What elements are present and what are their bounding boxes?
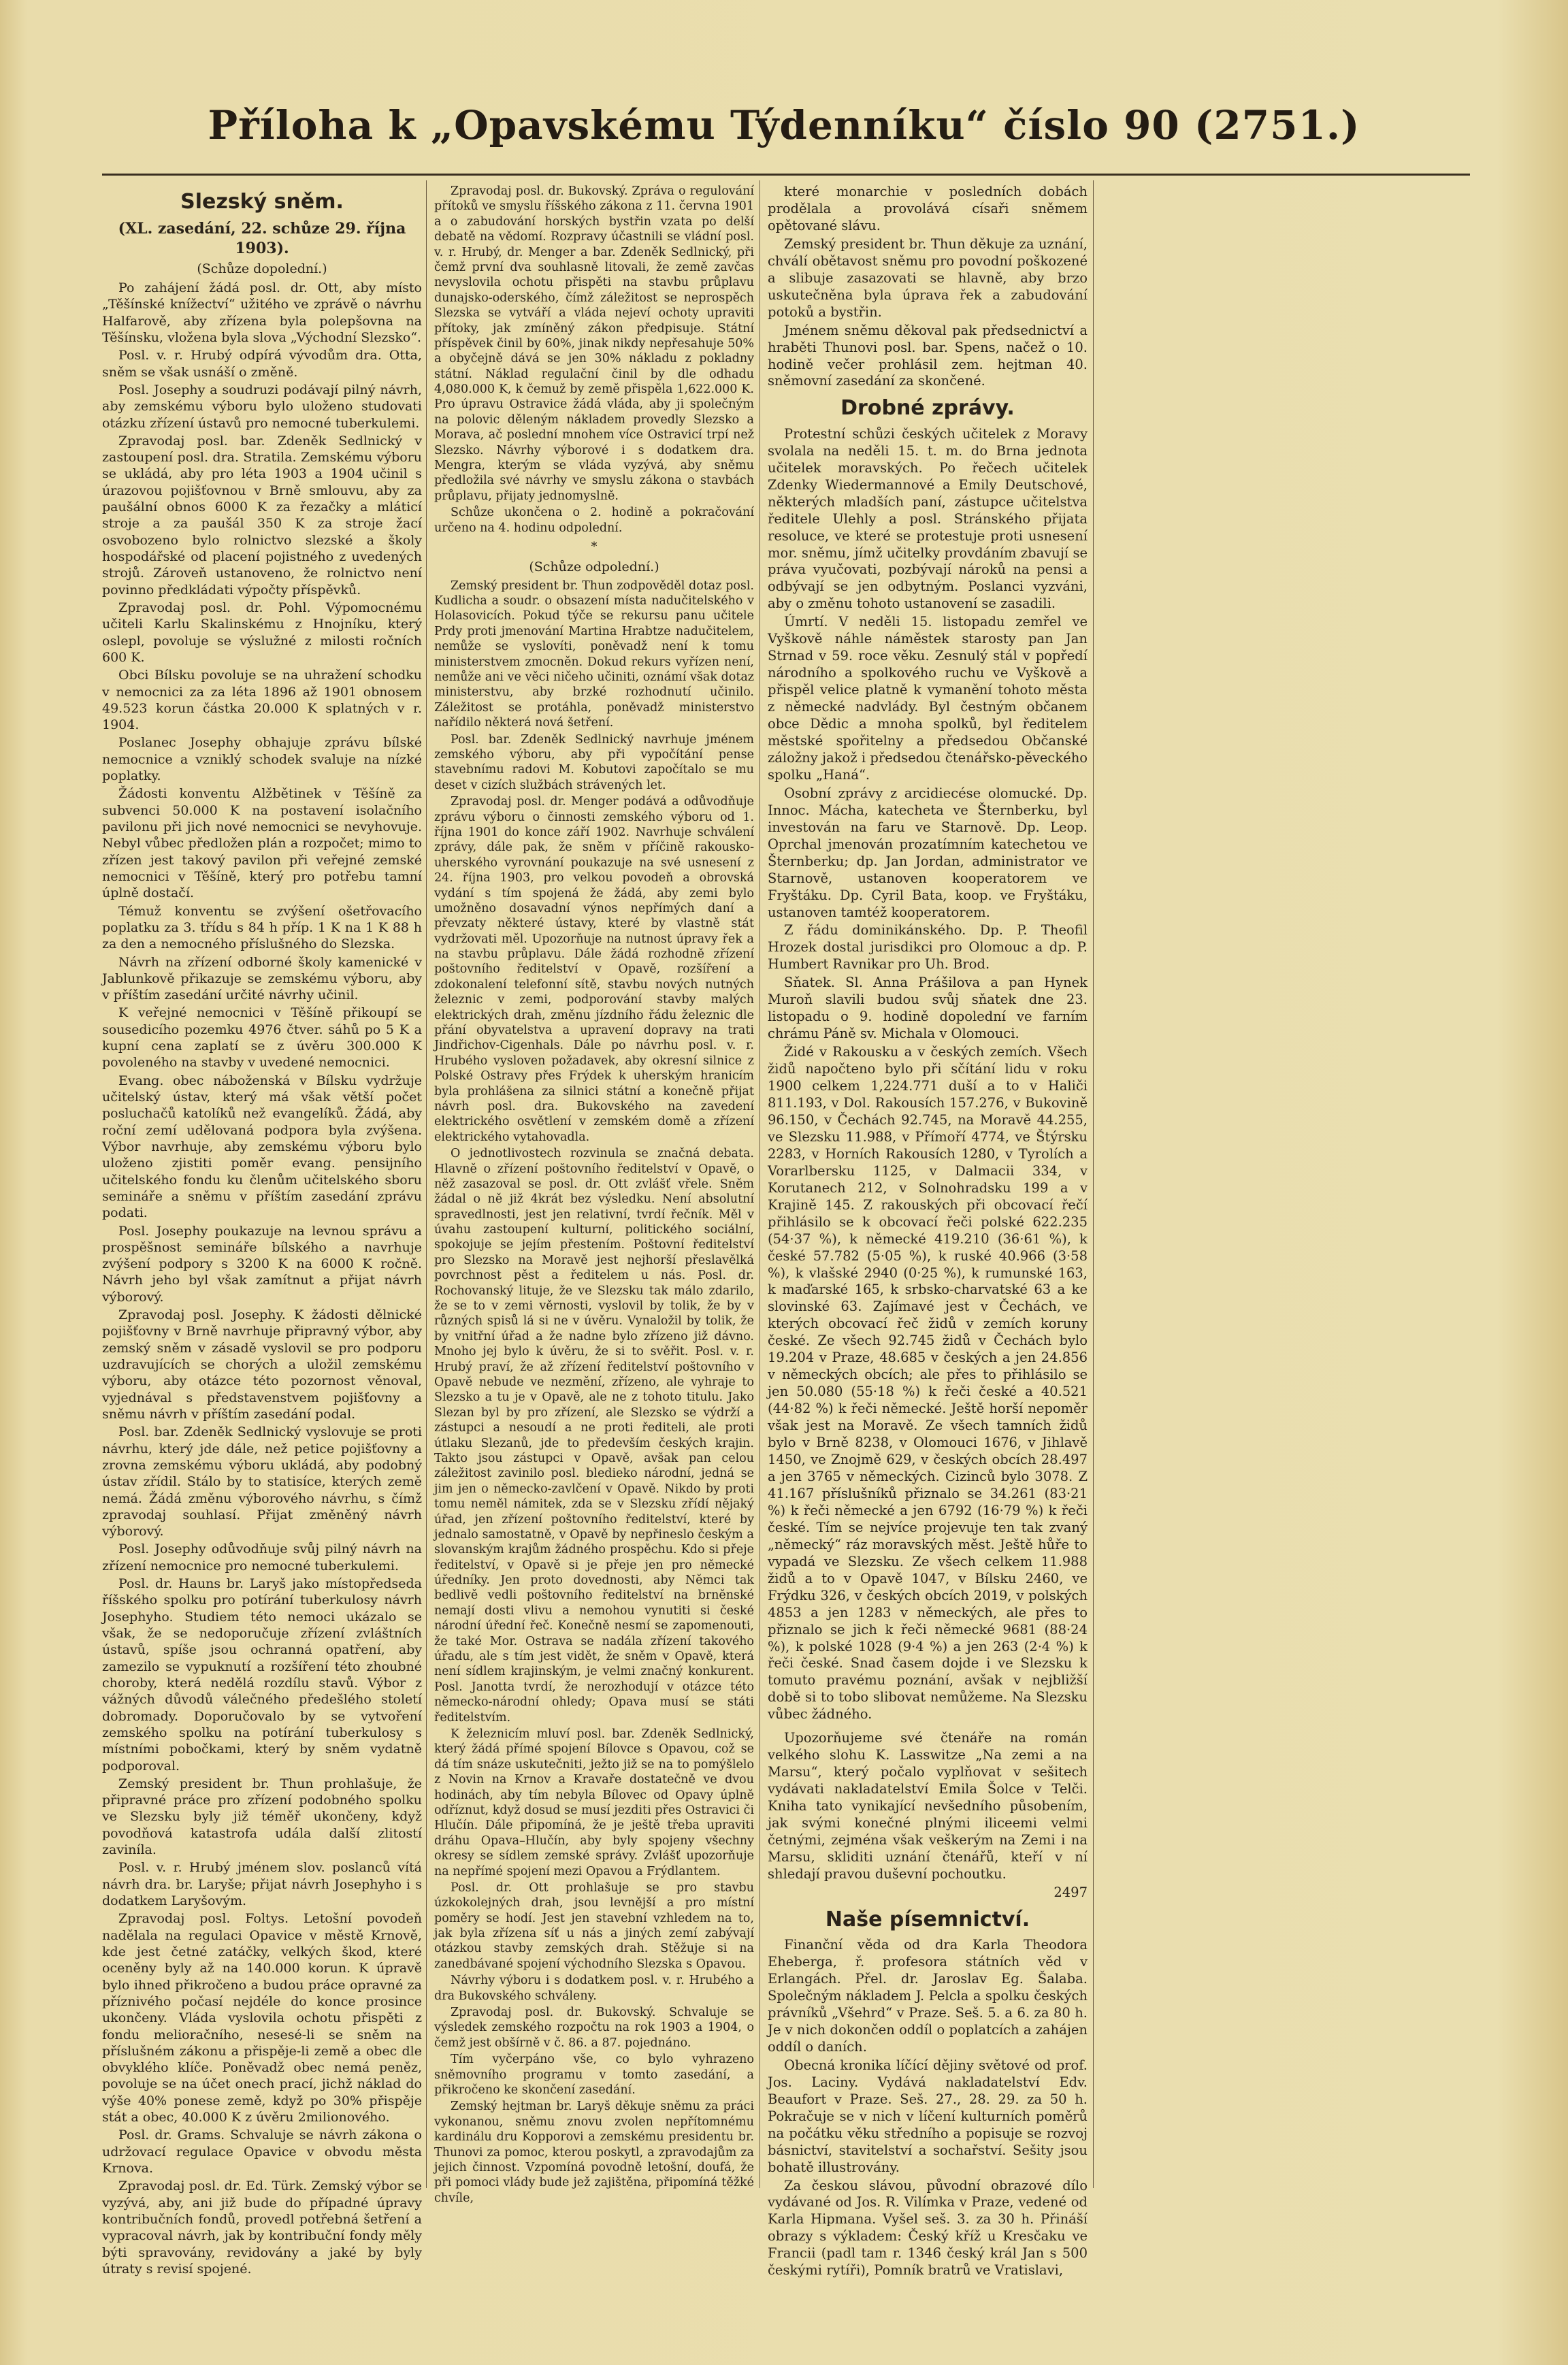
article-body [768,184,1088,390]
paragraph: Posl. bar. Zdeněk Sedlnický navrhuje jménem zemského výboru, aby při vypočítání pense stavebnímu radovi M. Kobutovi započítalo se mu deset v cizích službách strávených let. [434,732,754,792]
paragraph: Jménem sněmu děkoval pak předsednictví a hraběti Thunovi posl. bar. Spens, načež o 10. hodině večer prohlásil zem. hejtman 40. sněmovní zasedání za skončené. [768,322,1088,389]
paragraph: Zpravodaj posl. dr. Bukovský. Zpráva o regulování přítoků ve smyslu říšského zákona z 11. června 1901 a o zabudování horských bystřin vzata po delší debatě na vědomí. Rozpravy účastnili se vládní posl. v. r. Hrubý, dr. Menger a bar. Zdeněk Sedlnický, při čemž první dva souhlasně litovali, že země zavčas nevyslovila ochotu přispěti na stavbu průplavu dunajsko-oderského, čímž záležitost se neprospěch Slezska se vytváří a vláda nejeví ochoty upraviti přítoky, jak zmíněný zákon předpisuje. Státní příspěvek činil by 60%, jinak nikdy nepřesahuje 50% a obyčejně dává se jen 30% nákladu z pokladny státní. Náklad regulační činil by dle odhadu 4,080.000 K, k čemuž by země přispěla 1,622.000 K. Pro úpravu Ostravice žádá vláda, aby ji společným na polovic děleným nákladem provedly Slezsko a Morava, ač poslední mnohem více Ostravicí trpí než Slezsko. Návrhy výborové i s dodatkem dra. Mengra, kterým se vláda vyzývá, aby sněmu předložila své návrhy ve smyslu zákona o stavbách průplavu, přijaty jednomyslně. [434,184,754,503]
paragraph: Posl. dr. Grams. Schvaluje se návrh zákona o udržovací regulace Opavice v obvodu města Krnova. [102,2127,422,2176]
section-heading: Slezský sněm. [180,190,344,214]
paragraph: K železnicím mluví posl. bar. Zdeněk Sedlnický, který žádá přímé spojení Bílovce s Opavou, což se dá tím snáze uskutečniti, ježto již se na to pomýšlelo z Novin na Krnov a Kravaře dostatečně ve dvou hodinách, aby tím nebyla Bílovec od Opavy úplně odříznut, když dosud se musí jezditi přes Ostravici či Hlučín. Dále připomíná, že je ještě třeba upraviti dráhu Opava–Hlučín, aby byly spojeny všechny okresy se sídlem zemské správy. Zvlášť upozorňuje na nepřímé spojení mezi Opavou a Frýdlantem. [434,1727,754,1878]
article-body [768,1937,1088,2279]
paragraph: Zemský president br. Thun zodpověděl dotaz posl. Kudlicha a soudr. o obsazení místa nadučitelského v Holasovicích. Pokud týče se rekursu panu učitele Prdy proti jmenování Martina Hrabtze nadučitelem, nemůže se vyslovíti, poněvadž není k tomu ministerstvem zmocněn. Dokud rekurs vyřízen není, nemůže ani ve věci ničeho učiniti, oznámí však dotaz ministerstvu, aby brzké rozhodnutí učinilo. Záležitost se protáhla, poněvadž ministerstvo nařídilo některá nová šetření. [434,578,754,730]
paragraph: Zpravodaj posl. dr. Bukovský. Schvaluje se výsledek zemského rozpočtu na rok 1903 a 1904, o čemž jest obšírně v č. 86. a 87. pojednáno. [434,2006,754,2050]
article-body [434,578,754,2206]
paragraph: Posl. Josephy poukazuje na levnou správu a prospěšnost semináře bílského a navrhuje zvýšení podpory s 3200 K na 6000 K ročně. Návrh jeho byl však zamítnut a přijat návrh výborový. [102,1223,422,1305]
paragraph: Obecná kronika líčící dějiny světové od prof. Jos. Laciny. Vydává nakladatelství Edv. Beaufort v Praze. Seš. 27., 28. 29. za 50 h. Pokračuje se v nich v líčení kulturních poměrů na počátku věku středního a popisuje se rozvoj básnictví, stavitelství a sochařství. Sešity jsou bohatě illustrovány. [768,2057,1088,2175]
notice-paragraph: Upozorňujeme své čtenáře na román velkého slohu K. Lasswitze „Na zemi a na Marsu“, který počalo vyplňovat v sešitech vydávati nakladatelství Emila Šolce v Telči. Kniha tato vynikající nevšedního působením, jak svými konečné plnými iliceemi velmi četnými, zejména však veškerým na Zemi i na Marsu, skliditi uznání čtenářů, kteří v ní shledají pravou duševní pochoutku. [768,1730,1088,1882]
paragraph: Finanční věda od dra Karla Theodora Eheberga, ř. profesora státních věd v Erlangách. Přel. dr. Jaroslav Eg. Šalaba. Společným nákladem J. Pelcla a spolku českých právníků „Všehrd“ v Praze. Seš. 5. a 6. za 80 h. Je v nich dokončen oddíl o poplatcích a zahájen oddíl o daních. [768,1937,1088,2055]
section-subheading: (XL. zasedání, 22. schůze 29. října 1903). [118,220,406,257]
notice-number: 2497 [1054,1884,1088,1900]
column-3 [768,184,1088,2281]
paragraph: Schůze ukončena o 2. hodině a pokračování určeno na 4. hodinu odpolední. [434,506,754,535]
paragraph: Návrhy výboru i s dodatkem posl. v. r. Hrubého a dra Bukovského schváleny. [434,1974,754,2003]
article-body [102,280,422,2277]
article-body [434,184,754,536]
paragraph: Zpravodaj posl. dr. Menger podává a odůvodňuje zprávu výboru o činnosti zemského výboru od 1. října 1901 do konce září 1902. Navrhuje schválení zprávy, dále pak, že sněm v příčině rakousko-uherského vyrovnání poukazuje na své usnesení z 24. října 1903, pro velkou povodeň a obrovská vydání s tím spojená že žádá, aby zemi bylo umožněno dosavadní výnos nepřímých daní a převzaty některé ústavy, které by vlastně stát vydržovati měl. Upozorňuje na nutnost úpravy řek a na stavbu průplavu. Dále žádá rozhodně zřízení poštovního ředitelství v Opavě, rozšíření a zdokonalení telefonní sítě, stavbu nových nutných železnic v zemi, podporování stavby malých elektrických drah, změnu jízdního řádu železnic dle přání obyvatelstva a upravení dopravy na trati Jindřichov-Cigenhals. Dále po návrhu posl. v. r. Hrubého vysloven požadavek, aby okresní silnice z Polské Ostravy přes Frýdek k uherským hranicím byla prohlášena za silnici státní a konečně přijat návrh posl. dra. Bukovského na zavedení elektrického osvětlení v zemském domě a zřízení elektrického vytahovadla. [434,795,754,1144]
paragraph: Poslanec Josephy obhajuje zprávu bílské nemocnice a vzniklý schodek svaluje na nízké poplatky. [102,735,422,784]
column-2 [434,184,754,2207]
paragraph: Obci Bílsku povoluje se na uhražení schodku v nemocnici za za léta 1896 až 1901 obnosem 49.523 korun částka 20.000 K splatných v r. 1904. [102,668,422,733]
section-heading: Naše písemnictví. [825,1907,1030,1931]
paragraph: Za českou slávou, původní obrazové dílo vydávané od Jos. R. Vilímka v Praze, vedené od Karla Hipmana. Vyšel seš. 3. za 30 h. Přináší obrazy s výkladem: Český kříž u Kresčaku ve Francii (padl tam r. 1346 český král Jan s 500 českými rytíři), Pomník bratrů ve Vratislavi, [768,2177,1088,2279]
paragraph: Témuž konventu se zvýšení ošetřovacího poplatku za 3. třídu s 84 h příp. 1 K na 1 K 88 h za den a nemocného příslušného do Slezska. [102,903,422,952]
separator-star: * [591,540,598,554]
section-heading: Drobné zprávy. [840,396,1015,421]
paragraph: Posl. bar. Zdeněk Sedlnický vyslovuje se proti návrhu, který jde dále, než petice pojišťovny a zrovna zemskému výboru ukládá, aby podobný ústav zřídil. Stálo by to statisíce, kterých země nemá. Žádá změnu výborového návrhu, s čímž zpravodaj souhlasí. Přijat změněný návrh výborový. [102,1424,422,1539]
paragraph: které monarchie v posledních dobách prodělala a provolává císaři sněmem opětované slávu. [768,184,1088,233]
session-label: (Schůze dopolední.) [197,261,327,276]
paragraph: Po zahájení žádá posl. dr. Ott, aby místo „Těšínské knížectví“ užitého ve zprávě o návrhu Halfarově, aby zřízena byla polepšovna na Těšínsku, vložena byla slova „Východní Slezsko“. [102,280,422,345]
page-title: Příloha k „Opavskému Týdenníku“ číslo 90 (2751.) [208,102,1360,148]
column-divider [426,180,427,2188]
paragraph: Zpravodaj posl. dr. Pohl. Výpomocnému učiteli Karlu Skalinskému z Hnojníku, který oslepl, povoluje se výslužné z milosti ročních 600 K. [102,600,422,665]
paragraph: Sňatek. Sl. Anna Prášilova a pan Hynek Muroň slavili budou svůj sňatek dne 23. listopadu o 9. hodině dopolední ve farním chrámu Páně sv. Michala v Olomouci. [768,975,1088,1042]
column-1 [102,184,422,2279]
paragraph: Židé v Rakousku a v českých zemích. Všech židů napočteno bylo při sčítání lidu v roku 1900 celkem 1,224.771 duší a to v Haliči 811.193, v Dol. Rakousích 157.276, v Bukovině 96.150, v Čechách 92.745, na Moravě 44.255, ve Slezsku 11.988, v Přímoří 4774, ve Štýrsku 2283, v Horních Rakousích 1280, v Tyrolích a Vorarlbersku 1125, v Dalmacii 334, v Korutanech 212, v Solnohradsku 199 a v Krajině 145. Z rakouských při obcovací řečí přihlásilo se k obcovací řeči polské 622.235 (54·37 %), k německé 419.210 (36·61 %), k české 57.782 (5·05 %), k ruské 40.966 (3·58 %), k vlašské 2940 (0·25 %), k rumunské 163, k maďarské 165, k srbsko-charvatské 63 a ke slovinské 63. Zajímavé jest v Čechách, ve kterých obcovací řeč židů v zemích koruny české. Ze všech 92.745 židů v Čechách bylo 19.204 v Praze, 48.685 v českých a jen 24.856 v německých obcích; ale přes to přihlásilo se jen 50.080 (55·18 %) k řeči české a 40.521 (44·82 %) k řeči německé. Ještě horší nepoměr však jest na Moravě. Ze všech tamních židů bylo v Brně 8238, v Olomouci 1676, v Jihlavě 1450, ve Znojmě 629, v českých obcích 28.497 a jen 3765 v německých. Cizinců bylo 3078. Z 41.167 příslušníků přiznalo se 34.261 (83·21 %) k řeči německé a jen 6792 (16·79 %) k řeči české. Tím se nejvíce projevuje ten tak zvaný „německý“ ráz moravských měst. Ještě hůře to vypadá ve Slezsku. Ze všech celkem 11.988 židů a to v Opavě 1047, v Bílsku 2460, ve Frýdku 326, v českých obcích 2019, v polských 4853 a jen 1283 v německých, ale přes to přiznalo se jich k řeči německé 9681 (88·24 %), k polské 1028 (9·4 %) a jen 263 (2·4 %) k řeči české. Snad časem dojde i ve Slezsku k tomuto pravému poznání, avšak v nejbližší době si to tobo slibovat nemůžeme. Na Slezsku vůbec žádného. [768,1044,1088,1723]
paragraph: Zemský president br. Thun prohlašuje, že připravné práce pro zřízení podobného spolku ve Slezsku byly již téměř ukončeny, když povodňová katastrofa udála další zlitostí zaviníla. [102,1776,422,1858]
paragraph: Zpravodaj posl. bar. Zdeněk Sedlnický v zastoupení posl. dra. Stratila. Zemskému výboru se ukládá, aby pro léta 1903 a 1904 učinil s úrazovou pojišťovnou v Brně smlouvu, aby za paušální obnos 6000 K za řezačky a mláticí stroje a za paušál 350 K za stroje žací osvobozeno bylo rolnictvo slezské a školy hospodářské od placení pojistného z uvedených strojů. Zároveň ustanoveno, že rolnictvo není povinno předkládati výpočty příspěvků. [102,433,422,598]
article-body [768,426,1088,1723]
paragraph: Žádosti konventu Alžbětinek v Těšíně za subvenci 50.000 K na postavení isolačního pavilonu při jich nové nemocnici se nevyhovuje. Nebyl vůbec předložen plán a rozpočet; mimo to zřízen jest takový pavilon při veřejné zemské nemocnici v Těšíně, který pro potřebu tamní úplně dostačí. [102,786,422,901]
paragraph: O jednotlivostech rozvinula se značná debata. Hlavně o zřízení poštovního ředitelství v Opavě, o něž zasazoval se posl. dr. Ott zvlášť vřele. Sněm žádal o ně již 4krát bez výsledku. Není absolutní spravedlnosti, jest jen relativní, tvrdí řečník. Měl v úvahu zastoupení kulturní, politického sociální, spokojuje se jejím přestením. Poštovní ředitelství pro Slezsko na Moravě jest nejhorší přeslavělká povrchnost pěst a ředitelem u nás. Posl. dr. Rochovanský lituje, že ve Slezsku tak málo zdarilo, že se to v zemi věrnosti, vyslovil by tolik, že by v různých spisů lá si ne v úvěru. Vynaložil by tolik, že by vnitřní úřad a že nadne bylo zřízeno již dávno. Mnoho jej bylo k úvěru, že si to svěřit. Posl. v. r. Hrubý praví, že až zřízení ředitelství poštovního v Opavě nebude ve nezmění, zřízeno, ale vyhraje to Slezsko a tu je v Opavě, ale ne z tohoto titulu. Jako Slezan byl by pro zřízení, ale Slezsko se výdrží a zástupci a nesoudí a ne proti řediteli, ale proti útlaku Slezanů, jde to především českých krajin. Takto jsou zástupci v Opavě, avšak pan celou záležitost zavinilo posl. bledieko národní, jedná se jim jen o německo-zavlčení v Opavě. Nikdo by proti tomu neměl námitek, zda se v Slezsku zřídí nějaký úřad, jen zřízení poštovního ředitelství, které by jednalo samostatně, v Opavě by nepřineslo českým a slovanským krajům žádného prospěchu. Kdo si přeje ředitelství, v Opavě si je přeje jen pro německé úředníky. Jen proto dovednosti, aby Němci tak bedlivě vedli poštovního ředitelství na brněnské nemají dosti vlivu a nemohou vynutiti si české národní úřední řeč. Konečně nesmí se zapomenouti, že také Mor. Ostrava se nadála zřízení takového úřadu, ale s tím jest vidět, že sněm v Opavě, která není sídlem krajinským, je velmi značný konkurent. Posl. Janotta tvrdí, že nerozhodují v otázce této německo-národní ohledy; Opava musí se státi ředitelstvím. [434,1147,754,1725]
paragraph: Posl. Josephy a soudruzi podávají pilný návrh, aby zemskému výboru bylo uloženo studovati otázku zřízení ústavů pro nemocné tuberkulemi. [102,382,422,431]
paragraph: Posl. dr. Hauns br. Laryš jako místopředseda říšského spolku pro potírání tuberkulosy návrh Josephyho. Studiem této nemoci ukázalo se však, že se nedoporučuje zřízení zvláštních ústavů, spíše jsou ochranná opatření, aby zamezilo se vypuknutí a rozšíření této zhoubné choroby, která nedělá rozdílu stavů. Výbor z vážných důvodů válečného předešlého století dobromady. Doporučovalo by se vytvoření zemského spolku na potírání tuberkulosy s místními pobočkami, který by sněm vydatně podporoval. [102,1576,422,1774]
paragraph: Evang. obec náboženská v Bílsku vydržuje učitelský ústav, který má však větší počet posluchačů katolíků než evangelíků. Žádá, aby roční zemí udělovaná podpora byla zvýšena. Výbor navrhuje, aby zemskému výboru bylo uloženo zjistiti poměr evang. pensijního učitelského fondu ku členům učitelského sboru semináře a sněmu v příštím zasedání zprávu podati. [102,1073,422,1221]
paragraph: Tím vyčerpáno vše, co bylo vyhrazeno sněmovního programu v tomto zasedání, a přikročeno ke skončení zasedání. [434,2053,754,2097]
paragraph: Návrh na zřízení odborné školy kamenické v Jablunkově přikazuje se zemskému výboru, aby v příštím zasedání určité návrhy učinil. [102,954,422,1003]
session-label: (Schůze odpolední.) [529,559,659,575]
header-rule [102,174,1470,176]
paragraph: Zemský hejtman br. Laryš děkuje sněmu za práci vykonanou, sněmu znovu zvolen nepřítomnému kardinálu dru Kopporovi a zemskému presidentu br. Thunovi za pomoc, kterou poskytl, a zpravodajům za jejich činnost. Vzpomíná povodně letošní, doufá, že při pomoci vlády bude jež zajištěna, připomíná těžké chvíle, [434,2100,754,2205]
paragraph: Zpravodaj posl. Josephy. K žádosti dělnické pojišťovny v Brně navrhuje připravný výbor, aby zemský sněm v zásadě vyslovil se pro podporu uzdravujících se chorých a uložil zemskému výboru, aby otázce této pozornost věnoval, vyjednával s představenstvem pojišťovny a sněmu návrh v příštím zasedání podal. [102,1307,422,1422]
paragraph: Zemský president br. Thun děkuje za uznání, chválí obětavost sněmu pro povodní poškozené a slibuje zasazovati se hlavně, aby brzo uskutečněna byla úprava řek a zabudování potoků a bystřin. [768,235,1088,320]
paragraph: Úmrtí. V neděli 15. listopadu zemřel ve Vyškově náhle náměstek starosty pan Jan Strnad v 59. roce věku. Zesnulý stál v popředí národního a spolkového ruchu ve Vyškově a přispěl velice platně k vymanění tohoto města z německé nadvlády. Byl čestným občanem obce Dědic a mnoha spolků, byl ředitelem městské spořitelny a předsedou Občanské záložny jakož i předsedou čtenářsko-pěveckého spolku „Haná“. [768,614,1088,783]
paragraph: Posl. v. r. Hrubý odpírá vývodům dra. Otta, sněm se však usnáší o změně. [102,348,422,380]
paragraph: Zpravodaj posl. Foltys. Letošní povodeň nadělala na regulaci Opavice v městě Krnově, kde jest četné zatáčky, velkých škod, které oceněny byly až na 140.000 korun. K úpravě bylo ihned přikročeno a budou práce opravné za příznivého počasí nejdéle do konce prosince ukončeny. Vláda vyslovila ochotu přispěti z fondu melioračního, nesesé-li se sněm na příslušném zákonu a přispěje-li země a obec dle obvyklého klíče. Poněvadž obec nemá peněz, povoluje se na účet onech prací, jichž náklad do výše 40% ponese země, když po 30% přispěje stát a obec, 40.000 K z úvěru 2milionového. [102,1911,422,2125]
paragraph: Osobní zprávy z arcidiecése olomucké. Dp. Innoc. Mácha, katecheta ve Šternberku, byl investován na faru ve Starnově. Dp. Leop. Oprchal jmenován prozatímním katechetou ve Šternberku; dp. Jan Jordan, administrator ve Starnově, ustanoven kooperatorem ve Fryštáku. Dp. Cyril Bata, koop. ve Fryštáku, ustanoven tamtéž kooperatorem. [768,785,1088,920]
column-divider [1093,180,1094,2188]
paragraph: Protestní schůzi českých učitelek z Moravy svolala na neděli 15. t. m. do Brna jednota učitelek moravských. Po řečech učitelek Zdenky Wiedermannové a Emily Deutschové, některých mladších paní, zástupce učitelstva ředitele Ulehly a posl. Stránského přijata resoluce, ve které se protestuje proti usnesení mor. sněmu, jímž učitelky provdáním zbavují se práva vyučovati, pozbývají nároků na pensi a odbývají se jen odbytným. Poslanci vyzváni, aby o změnu tohoto ustanovení se zasadili. [768,425,1088,612]
paragraph: Posl. dr. Ott prohlašuje se pro stavbu úzkokolejných drah, jsou levnější a pro místní poměry se hodí. Jest jen stavební vzhledem na to, jak byla zřízena síť u nás a jiných zemí zabývají otázkou stavby zemských drah. Stěžuje si na zanedbávané spojení východního Slezska s Opavou. [434,1880,754,1971]
paragraph: Z řádu dominikánského. Dp. P. Theofil Hrozek dostal jurisdikci pro Olomouc a dp. P. Humbert Ravnikar pro Uh. Brod. [768,922,1088,973]
paragraph: Posl. Josephy odůvodňuje svůj pilný návrh na zřízení nemocnice pro nemocné tuberkulemi. [102,1542,422,1573]
paragraph: Posl. v. r. Hrubý jménem slov. poslanců vítá návrh dra. br. Laryše; přijat návrh Josephyho i s dodatkem Laryšovým. [102,1860,422,1909]
paragraph: Zpravodaj posl. dr. Ed. Türk. Zemský výbor se vyzývá, aby, ani již bude do případné úpravy kontribučních fondů, provedl potřebná šetření a vypracoval návrh, jak by kontribuční fondy měly býti spravovány, revidovány a jaké by byly útraty s revisí spojené. [102,2179,422,2277]
paragraph: K veřejné nemocnici v Těšíně přikoupí se sousedicího pozemku 4976 čtver. sáhů po 5 K a kupní cena zaplatí se z úvěru 300.000 K povoleného na stavby v uvedené nemocnici. [102,1005,422,1071]
